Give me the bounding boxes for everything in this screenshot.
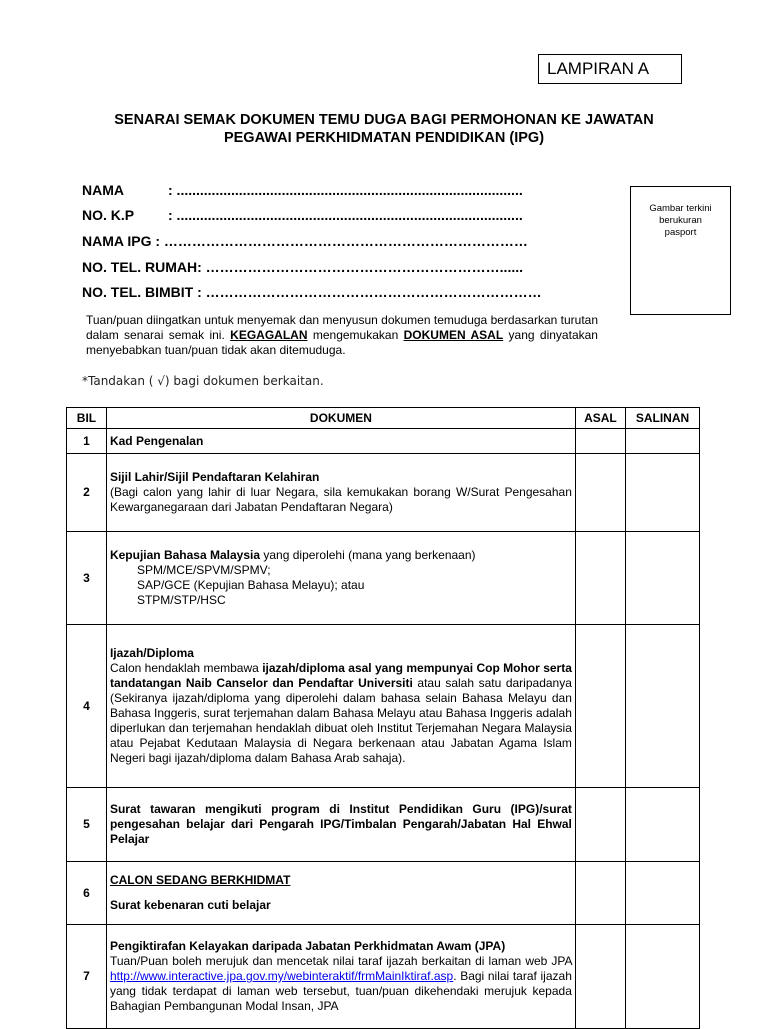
field-nama-ipg[interactable] — [82, 232, 528, 250]
row-number: 3 — [67, 532, 107, 625]
row-number: 4 — [67, 625, 107, 788]
header-bil: BIL — [67, 408, 107, 429]
asal-checkbox[interactable] — [575, 788, 625, 862]
table-header-row — [67, 408, 700, 429]
table-row — [67, 925, 700, 1029]
desc-bold-part: ijazah/diploma asal yang mempunyai Cop Mohor serta tandatangan Naib Canselor dan Pendaftar Universiti — [109, 661, 572, 690]
desc-part: Calon hendaklah membawa — [109, 661, 259, 675]
doc-description — [110, 954, 572, 1014]
field-no-tel-bimbit[interactable] — [82, 283, 542, 301]
document-checklist-table — [66, 407, 700, 1029]
table-row — [67, 625, 700, 788]
table-row — [67, 788, 700, 862]
doc-title: CALON SEDANG BERKHIDMAT — [109, 873, 291, 887]
row-number: 6 — [67, 862, 107, 925]
row-document: Surat tawaran mengikuti program di Institut Pendidikan Guru (IPG)/surat pengesahan belajar dari Pengarah IPG/Timbalan Pengarah/Jabatan Hal Ehwal Pelajar — [106, 788, 575, 862]
table-row — [67, 429, 700, 454]
row-document — [106, 532, 575, 625]
header-salinan: SALINAN — [626, 408, 700, 429]
salinan-checkbox[interactable] — [626, 925, 700, 1029]
row-number: 7 — [67, 925, 107, 1029]
desc-part: atau salah satu daripadanya (Sekiranya ijazah/diploma yang diperolehi dalam bahasa selain Bahasa Melayu dan Bahasa Inggeris, surat terjemahan dalam Bahasa Melayu atau Bahasa Inggeris adalah diperlukan dan terjemahan hendaklah dibuat oleh Institut Terjemahan Negara Malaysia atau Pejabat Kedutaan Malaysia di Negara berkenaan atau Jabatan Agama Islam Negeri bagi ijazah/diploma dalam Bahasa Arab sahaja). — [109, 676, 572, 765]
row-document — [106, 862, 575, 925]
field-dots: : ......................................................................................... — [168, 207, 523, 223]
jpa-link[interactable]: http://www.interactive.jpa.gov.my/webinteraktif/frmMainIktiraf.asp — [109, 969, 454, 983]
salinan-checkbox[interactable] — [626, 532, 700, 625]
header-dokumen: DOKUMEN — [106, 408, 575, 429]
doc-subtitle: Surat kebenaran cuti belajar — [109, 898, 271, 912]
instruction-note — [86, 313, 598, 358]
field-label: NAMA IPG — [82, 233, 152, 249]
salinan-checkbox[interactable] — [626, 862, 700, 925]
asal-checkbox[interactable] — [575, 625, 625, 788]
field-dots: : …………………………………………………………………… — [155, 233, 528, 249]
asal-checkbox[interactable] — [575, 862, 625, 925]
row-document — [106, 454, 575, 532]
doc-title: Kad Pengenalan — [109, 433, 204, 448]
asal-checkbox[interactable] — [575, 925, 625, 1029]
row-number: 2 — [67, 454, 107, 532]
row-document — [106, 925, 575, 1029]
field-no-kp[interactable] — [82, 206, 523, 224]
doc-title: Kepujian Bahasa Malaysia — [109, 548, 261, 562]
document-title — [0, 111, 768, 147]
photo-box — [630, 186, 731, 315]
row-number: 5 — [67, 788, 107, 862]
row-document — [106, 429, 575, 454]
doc-title: Ijazah/Diploma — [109, 646, 194, 660]
field-label: NAMA — [82, 182, 124, 198]
field-dots: : ......................................................................................... — [168, 182, 523, 198]
list-item: STPM/STP/HSC — [136, 593, 226, 607]
doc-title: Pengiktirafan Kelayakan daripada Jabatan Perkhidmatan Awam (JPA) — [109, 939, 506, 953]
field-label: NO. K.P — [82, 207, 135, 223]
table-row — [67, 454, 700, 532]
asal-checkbox[interactable] — [575, 429, 625, 454]
field-dots: : ………………………………………………………...... — [197, 259, 523, 275]
doc-title: Sijil Lahir/Sijil Pendaftaran Kelahiran — [109, 470, 320, 484]
note-text-3: yang dinyatakan menyebabkan tuan/puan tidak akan ditemuduga. — [86, 328, 598, 357]
field-dots: : ……………………………………………………………… — [197, 284, 542, 300]
note-dokumen-asal: DOKUMEN ASAL — [403, 328, 504, 342]
title-line-2: PEGAWAI PERKHIDMATAN PENDIDIKAN (IPG) — [223, 130, 545, 146]
table-row — [67, 532, 700, 625]
lampiran-label: LAMPIRAN A — [538, 54, 682, 84]
desc-part: Tuan/Puan boleh merujuk dan mencetak nilai taraf ijazah berkaitan di laman web JPA — [109, 954, 572, 968]
salinan-checkbox[interactable] — [626, 788, 700, 862]
title-line-1: SENARAI SEMAK DOKUMEN TEMU DUGA BAGI PERMOHONAN KE JAWATAN — [114, 112, 654, 128]
note-text-1: Tuan/puan diingatkan untuk menyemak dan menyusun dokumen temuduga berdasarkan turutan dalam senarai semak ini. — [86, 313, 598, 342]
note-text-2: mengemukakan — [312, 328, 399, 342]
doc-description — [110, 661, 572, 766]
desc-part: . Bagi nilai taraf ijazah yang tidak terdapat di laman web tersebut, tuan/puan dikehendaki merujuk kepada Bahagian Pembangunan Modal Insan, JPA — [109, 969, 572, 1013]
row-document — [106, 625, 575, 788]
list-item: SAP/GCE (Kepujian Bahasa Melayu); atau — [136, 578, 365, 592]
field-no-tel-rumah[interactable] — [82, 258, 523, 276]
field-label: NO. TEL. BIMBIT — [82, 284, 194, 300]
photo-box-label: Gambar terkini berukuran pasport — [649, 203, 712, 238]
salinan-checkbox[interactable] — [626, 625, 700, 788]
doc-title-rest: yang diperolehi (mana yang berkenaan) — [263, 548, 476, 562]
tick-instruction: *Tandakan ( √) bagi dokumen berkaitan. — [82, 374, 324, 388]
asal-checkbox[interactable] — [575, 454, 625, 532]
list-item: SPM/MCE/SPVM/SPMV; — [136, 563, 271, 577]
note-kegagalan: KEGAGALAN — [230, 328, 308, 342]
salinan-checkbox[interactable] — [626, 429, 700, 454]
row-number: 1 — [67, 429, 107, 454]
asal-checkbox[interactable] — [575, 532, 625, 625]
field-nama[interactable] — [82, 181, 523, 199]
doc-description: (Bagi calon yang lahir di luar Negara, sila kemukakan borang W/Surat Pengesahan Kewarganegaraan dari Jabatan Pendaftaran Negara) — [109, 485, 572, 514]
table-row — [67, 862, 700, 925]
header-asal: ASAL — [575, 408, 625, 429]
field-label: NO. TEL. RUMAH — [82, 259, 198, 275]
salinan-checkbox[interactable] — [626, 454, 700, 532]
